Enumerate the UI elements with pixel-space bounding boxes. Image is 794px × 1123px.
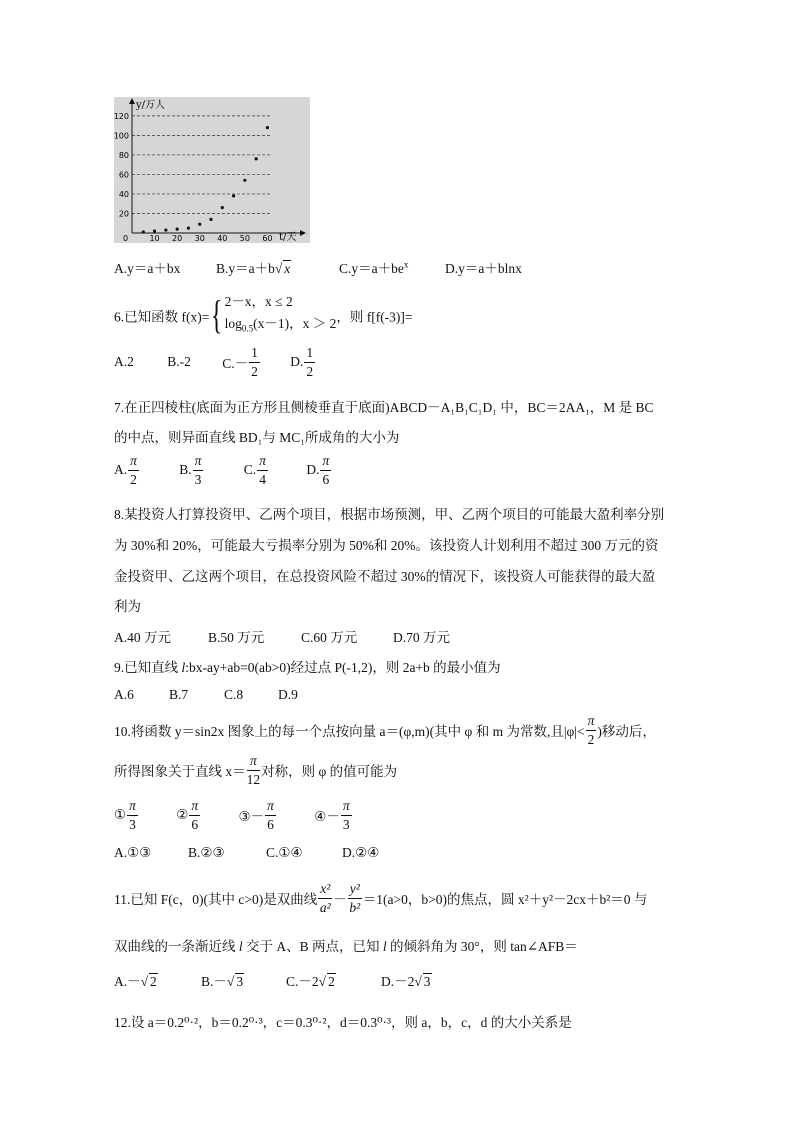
q10-items <box>114 799 353 831</box>
data-point-12 <box>266 126 269 129</box>
q11-fraction-x <box>318 882 332 914</box>
q11-line-2-post: 的倾斜角为 30°，则 tan∠AFB＝ <box>386 939 578 954</box>
q8-line-2: 为 30%和 20%，可能最大亏损率分别为 50%和 20%。该投资人计划利用不超过 300 万元的资 <box>114 538 659 553</box>
q11-option-b <box>201 970 244 990</box>
grid-lines <box>132 116 270 214</box>
q7-option-b <box>179 453 204 487</box>
q8-line-4: 利为 <box>114 599 141 614</box>
data-point-9 <box>232 194 235 197</box>
q11-text-post: ＝1(a>0，b>0)的焦点，圆 x²＋y²－2cx＋b²＝0 与 <box>362 892 648 907</box>
q10-item-4 <box>314 798 352 832</box>
q9-option-a: A.6 <box>114 687 134 702</box>
label: B.－ <box>201 974 227 989</box>
x-tick-label: 40 <box>217 234 228 243</box>
q6-case-1: 2－x，x ≤ 2 <box>224 294 293 309</box>
label: A. <box>114 462 128 477</box>
q10-item-1 <box>114 798 139 832</box>
q11-option-d <box>381 970 432 990</box>
q5-option-c-exponent: x <box>403 259 409 270</box>
label: ② <box>176 807 189 822</box>
numerator: π <box>586 714 597 731</box>
question-6 <box>114 291 413 340</box>
denominator: b² <box>349 899 361 915</box>
radical-sign: √ <box>226 974 235 989</box>
numerator: π <box>189 799 200 816</box>
q9-text-pre: 9.已知直线 <box>114 660 182 675</box>
q10-line-1-tail: )移动后， <box>597 724 656 739</box>
q6-options <box>114 346 316 378</box>
numerator: π <box>265 799 276 816</box>
q9-option-b: B.7 <box>169 687 189 702</box>
data-point-4 <box>176 227 179 230</box>
scatter-plot <box>114 97 310 243</box>
q8-option-a: A.40 万元 <box>114 630 171 645</box>
data-point-10 <box>243 179 246 182</box>
q6-option-c <box>222 345 261 379</box>
q10-line-1 <box>114 714 656 746</box>
label: ④－ <box>314 809 340 824</box>
q10-item-3 <box>238 798 277 832</box>
q6-case-2 <box>225 313 337 340</box>
data-point-2 <box>153 229 156 232</box>
q9-text-post: :bx-ay+ab=0(ab>0)经过点 P(-1,2)，则 2a+b 的最小值为 <box>185 660 501 675</box>
denominator: 6 <box>322 471 330 487</box>
numerator: π <box>127 799 138 816</box>
q5-option-c-text: C.y＝a＋be <box>339 261 404 276</box>
numerator: π <box>257 454 268 471</box>
denominator: 2 <box>130 471 137 487</box>
q6-option-d-fraction <box>304 346 315 378</box>
q10-line-2-text: 所得图象关于直线 x＝ <box>114 764 246 779</box>
q7-line-1: 7.在正四棱柱(底面为正方形且侧棱垂直于底面)ABCD－A₁B₁C₁D₁ 中，BC＝2AA₁，M 是 BC <box>114 400 654 415</box>
q5-option-d: D.y＝a＋blnx <box>445 261 522 276</box>
denominator: 12 <box>246 771 261 787</box>
denominator: 2 <box>251 363 258 379</box>
data-point-6 <box>198 223 201 226</box>
brace: { <box>211 292 223 338</box>
denominator: 3 <box>129 816 136 832</box>
q6-lead: 6.已知函数 f(x)= <box>114 309 210 325</box>
denominator: 6 <box>267 816 274 832</box>
y-tick-label: 60 <box>118 170 129 180</box>
population-growth-figure <box>114 97 310 243</box>
q10-option-c: C.①④ <box>266 845 303 860</box>
data-point-1 <box>142 230 145 233</box>
radicand: 3 <box>236 974 244 989</box>
y-axis-arrow <box>129 98 135 104</box>
q11-option-c <box>286 970 336 990</box>
denominator: 2 <box>587 731 595 747</box>
label: D.－2 <box>381 974 415 989</box>
q10-option-b: B.②③ <box>188 845 225 860</box>
q6-option-d-label: D. <box>290 354 304 369</box>
numerator: π <box>320 454 331 471</box>
data-point-7 <box>209 218 212 221</box>
q8-option-d: D.70 万元 <box>393 630 450 645</box>
q9-line-symbol: l <box>181 660 186 675</box>
q7-option-d <box>306 453 332 487</box>
numerator: π <box>247 754 261 771</box>
radical-sign: √ <box>414 974 422 989</box>
q7-line-2: 的中点，则异面直线 BD₁与 MC₁所成角的大小为 <box>114 430 400 445</box>
numerator: π <box>193 454 204 471</box>
q10-line-1-text: 10.将函数 y＝sin2x 图象上的每一个点按向量 a＝(φ,m)(其中 φ 和 m 为常数,且|φ|< <box>114 724 585 739</box>
radicand: 2 <box>150 974 157 989</box>
data-point-11 <box>255 157 258 160</box>
q10-option-d: D.②④ <box>342 845 380 860</box>
numerator: π <box>128 454 139 471</box>
y-axis-label: y/万人 <box>136 100 166 111</box>
denominator: 3 <box>342 816 350 832</box>
label: D. <box>306 462 320 477</box>
question-9 <box>114 656 501 676</box>
y-tick-label: 20 <box>118 209 129 219</box>
denominator: 6 <box>191 816 199 832</box>
q6-option-c-label: C.－ <box>222 356 249 371</box>
q10-line-2-fraction <box>247 754 261 786</box>
q6-log-base: 0.5 <box>241 323 254 334</box>
label: C. <box>243 462 257 477</box>
q11-text-pre: 11.已知 F(c，0)(其中 c>0)是双曲线 <box>114 892 318 907</box>
q10-line-1-fraction <box>586 714 597 746</box>
piecewise-cases <box>225 291 337 340</box>
q10-option-a: A.①③ <box>114 845 152 860</box>
q5-option-c <box>339 257 408 277</box>
q9-option-d: D.9 <box>278 687 298 702</box>
q6-tail: ，则 f[f(-3)]= <box>336 309 413 325</box>
x-tick-label: 10 <box>149 234 160 243</box>
x-tick-label: 30 <box>194 234 205 243</box>
radical-sign: √ <box>318 974 327 989</box>
x-tick-label: 20 <box>172 234 183 243</box>
denominator: 3 <box>194 471 202 487</box>
q11-line-2 <box>114 935 578 955</box>
minus-sign: － <box>333 892 347 907</box>
data-point-8 <box>221 206 224 209</box>
q5-option-b-text: B.y＝a＋b <box>216 261 275 276</box>
q6-option-b: B.-2 <box>167 354 191 369</box>
radicand: 2 <box>328 974 335 989</box>
q10-line-2 <box>114 754 397 786</box>
radical-sign: √ <box>140 974 149 989</box>
q8-line-3: 金投资甲、乙这两个项目，在总投资风险不超过 30%的情况下，该投资人可能获得的最大盈 <box>114 569 656 584</box>
q11-line-2-pre: 双曲线的一条渐近线 <box>114 939 239 954</box>
radicand: 3 <box>423 974 431 989</box>
q11-line-2-mid: 交于 A、B 两点，已知 <box>242 939 383 954</box>
numerator: y² <box>348 882 362 899</box>
q6-option-a: A.2 <box>114 354 134 369</box>
q7-option-a <box>114 453 140 487</box>
q8-option-b: B.50 万元 <box>208 630 265 645</box>
q7-options <box>114 454 332 486</box>
q11-line-symbol: l <box>238 939 243 954</box>
q10-item-2 <box>176 798 201 832</box>
data-point-5 <box>187 227 190 230</box>
q6-option-c-fraction <box>249 346 260 378</box>
q11-fraction-y <box>348 882 362 914</box>
q8-line-1: 8.某投资人打算投资甲、乙两个项目，根据市场预测，甲、乙两个项目的可能最大盈利率分别 <box>114 507 665 522</box>
q11-line-1 <box>114 882 647 914</box>
q11-option-a <box>114 970 158 990</box>
x-tick-label: 50 <box>239 234 250 243</box>
q5-option-b-radicand: x <box>284 261 291 276</box>
numerator: π <box>341 799 352 816</box>
label: ① <box>114 807 127 822</box>
y-tick-label: 80 <box>118 150 129 160</box>
numerator: 1 <box>304 346 315 363</box>
radical-sign: √ <box>274 261 283 276</box>
q6-option-d <box>290 345 316 379</box>
q5-option-b <box>216 257 291 277</box>
q5-option-a: A.y＝a＋bx <box>114 261 181 276</box>
q6-log: log <box>224 316 242 331</box>
denominator: 2 <box>306 363 314 379</box>
data-point-3 <box>164 228 167 231</box>
q10-line-2-tail: 对称，则 φ 的值可能为 <box>261 764 398 779</box>
denominator: 4 <box>259 471 266 487</box>
x-axis-label: t/天 <box>279 232 297 243</box>
label: B. <box>179 462 192 477</box>
x-tick-label: 60 <box>262 234 273 243</box>
q8-option-c: C.60 万元 <box>301 630 358 645</box>
q9-option-c: C.8 <box>224 687 244 702</box>
q11-line-symbol: l <box>382 939 387 954</box>
question-12: 12.设 a＝0.2⁰·²，b＝0.2⁰·³，c＝0.3⁰·²，d＝0.3⁰·³，则 a，b，c，d 的大小关系是 <box>114 1015 572 1030</box>
denominator: a² <box>319 899 331 915</box>
label: A.－ <box>114 974 141 989</box>
q6-case-2-rest: (x－1)，x ＞ 2 <box>253 316 337 331</box>
y-tick-label: 40 <box>118 189 129 199</box>
y-tick-label: 100 <box>114 131 129 141</box>
origin-label: 0 <box>123 234 129 243</box>
y-tick-label: 120 <box>114 111 129 121</box>
x-axis-arrow <box>300 230 306 236</box>
numerator: 1 <box>249 346 260 363</box>
q7-option-c <box>243 453 269 487</box>
numerator: x² <box>318 882 332 899</box>
label: C.－2 <box>286 974 319 989</box>
label: ③－ <box>238 809 265 824</box>
